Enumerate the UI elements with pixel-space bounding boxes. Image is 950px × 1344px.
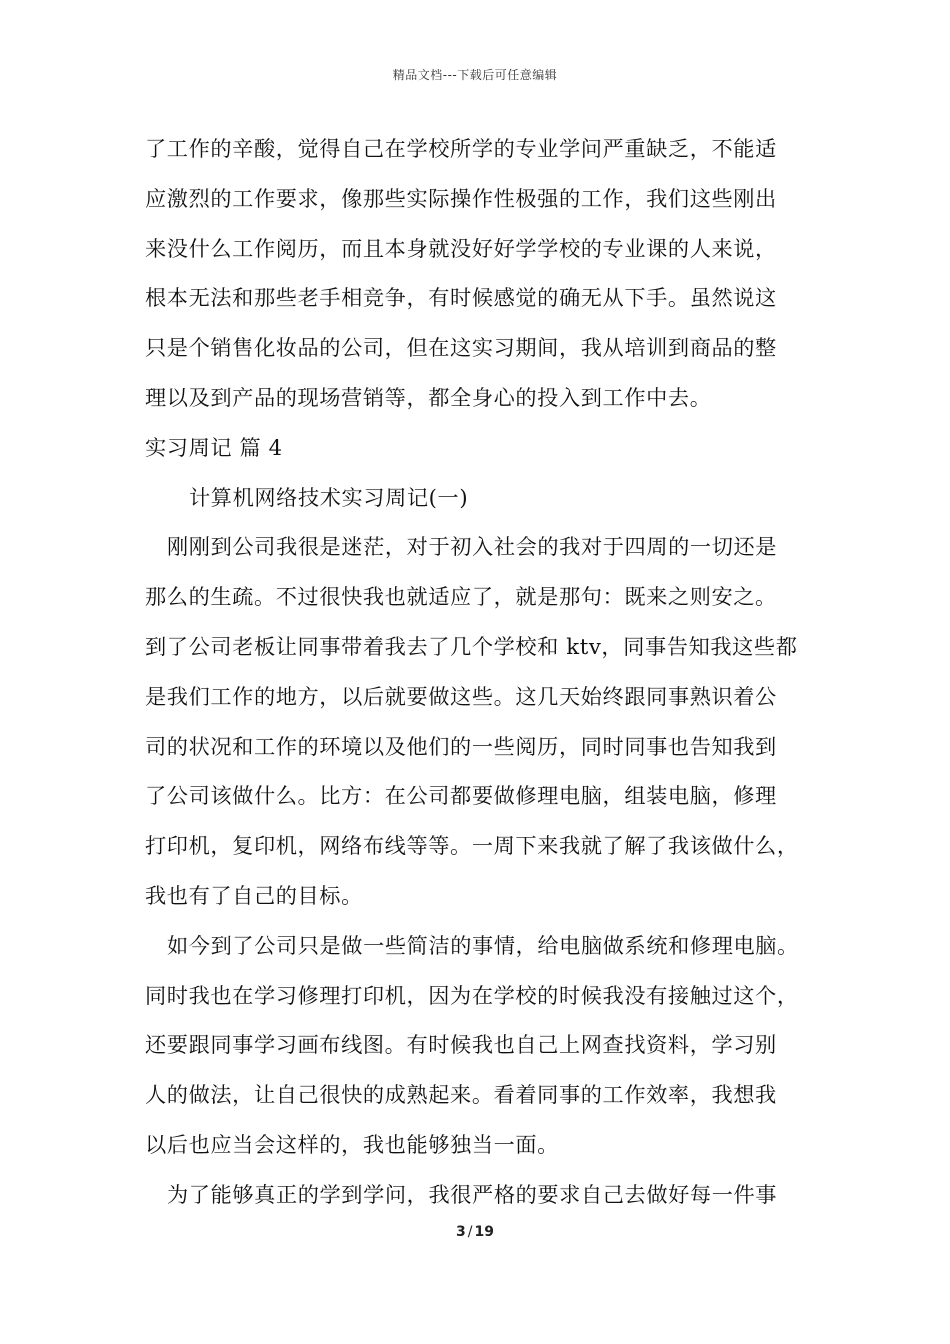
text-line: 那么的生疏。不过很快我也就适应了，就是那句：既来之则安之。 — [145, 584, 777, 610]
text-line: 到了公司老板让同事带着我去了几个学校和 ktv，同事告知我这些都 — [145, 633, 798, 659]
section-heading — [145, 423, 813, 473]
text-line: 为了能够真正的学到学问，我很严格的要求自己去做好每一件事 — [167, 1181, 778, 1207]
page-number — [0, 1224, 950, 1240]
text-line: 理以及到产品的现场营销等，都全身心的投入到工作中去。 — [145, 384, 712, 410]
text-line: 了公司该做什么。比方：在公司都要做修理电脑，组装电脑，修理 — [145, 783, 777, 809]
page-number-separator: / — [467, 1224, 473, 1240]
text-line: 打印机，复印机，网络布线等等。一周下来我就了解了我该做什么， — [145, 833, 799, 859]
paragraph — [145, 522, 813, 920]
paragraph — [145, 1170, 813, 1220]
text-line: 我也有了自己的目标。 — [145, 882, 363, 908]
text-line: 人的做法，让自己很快的成熟起来。看着同事的工作效率，我想我 — [145, 1082, 777, 1108]
text-line: 来没什么工作阅历，而且本身就没好好学学校的专业课的人来说， — [145, 235, 777, 261]
text-line: 同时我也在学习修理打印机，因为在学校的时候我没有接触过这个， — [145, 982, 799, 1008]
paragraph — [145, 124, 813, 423]
section-heading-text: 实习周记 篇 4 — [145, 434, 283, 460]
article-title — [145, 473, 813, 523]
text-line: 只是个销售化妆品的公司，但在这实习期间，我从培训到商品的整 — [145, 335, 777, 361]
text-line: 是我们工作的地方，以后就要做这些。这几天始终跟同事熟识着公 — [145, 683, 777, 709]
text-line: 司的状况和工作的环境以及他们的一些阅历，同时同事也告知我到 — [145, 733, 777, 759]
document-body — [145, 124, 813, 1220]
article-title-text: 计算机网络技术实习周记(一) — [189, 484, 469, 510]
paragraph — [145, 921, 813, 1170]
text-line: 了工作的辛酸，觉得自己在学校所学的专业学问严重缺乏，不能适 — [145, 136, 777, 161]
text-line: 以后也应当会这样的，我也能够独当一面。 — [145, 1131, 559, 1157]
text-line: 还要跟同事学习画布线图。有时候我也自己上网查找资料，学习别 — [145, 1032, 777, 1058]
page-header: 精品文档---下载后可任意编辑 — [392, 68, 558, 82]
text-line: 如今到了公司只是做一些简洁的事情，给电脑做系统和修理电脑。 — [167, 932, 799, 958]
current-page-number: 3 — [456, 1224, 466, 1240]
total-page-count: 19 — [474, 1224, 494, 1240]
text-line: 应激烈的工作要求，像那些实际操作性极强的工作，我们这些刚出 — [145, 185, 777, 211]
text-line: 根本无法和那些老手相竞争，有时候感觉的确无从下手。虽然说这 — [145, 285, 777, 311]
text-line: 刚刚到公司我很是迷茫，对于初入社会的我对于四周的一切还是 — [167, 534, 778, 560]
